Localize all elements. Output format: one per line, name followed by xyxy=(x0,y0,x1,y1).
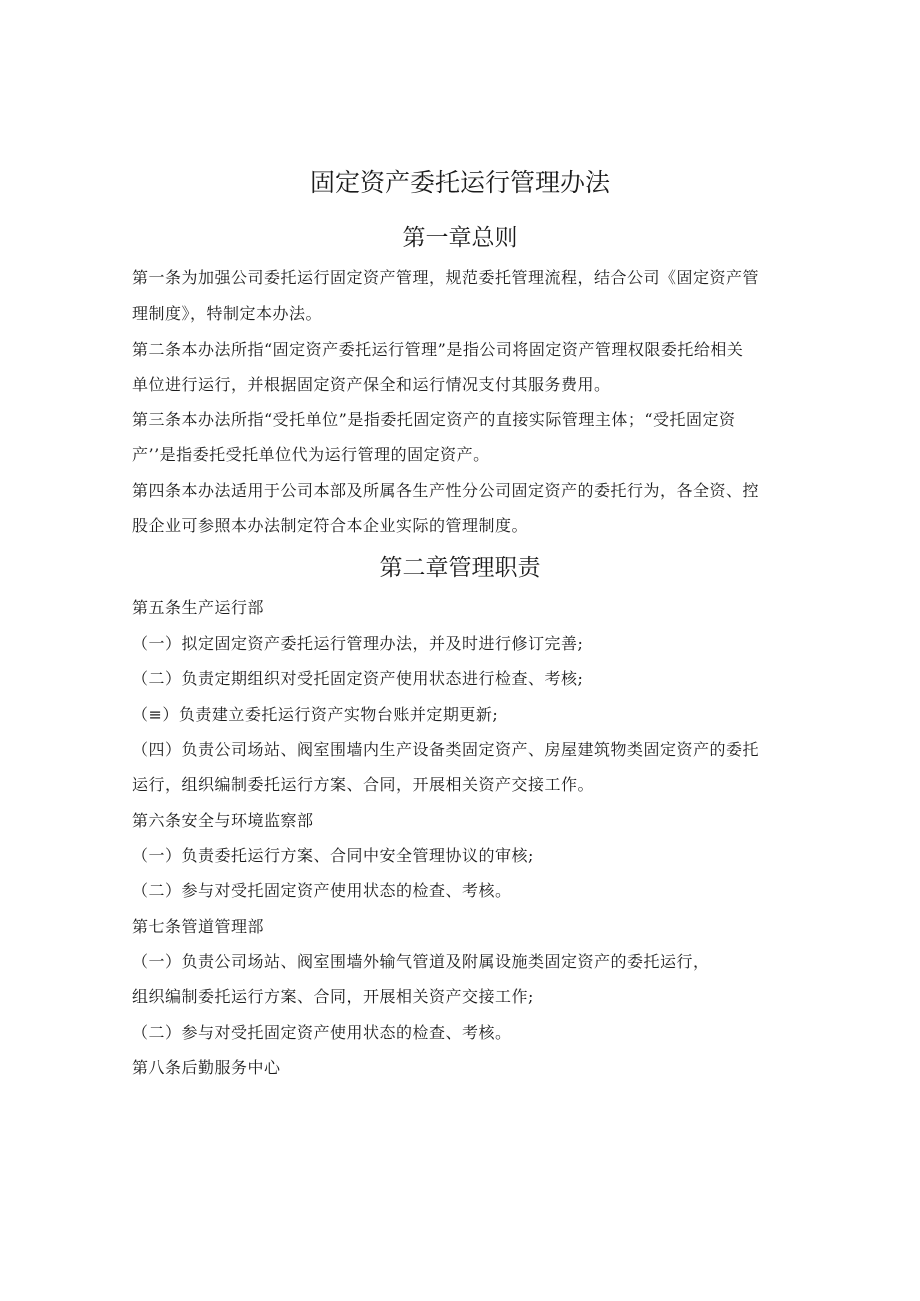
paragraph-line: 第一条为加强公司委托运行固定资产管理，规范委托管理流程，结合公司《固定资产管 xyxy=(132,268,760,287)
article-heading: 第八条后勤服务中心 xyxy=(132,1058,281,1077)
list-item: （一）拟定固定资产委托运行管理办法，并及时进行修订完善; xyxy=(132,634,584,653)
paragraph-line: 第四条本办法适用于公司本部及所属各生产性分公司固定资产的委托行为，各全资、控 xyxy=(132,481,760,500)
chapter-1-title: 第一章总则 xyxy=(402,225,518,251)
list-item: （二）负责定期组织对受托固定资产使用状态进行检查、考核; xyxy=(132,669,584,688)
article-heading: 第五条生产运行部 xyxy=(132,598,265,617)
list-item: （≡）负责建立委托运行资产实物台账并定期更新; xyxy=(132,705,499,724)
paragraph-line: 股企业可参照本办法制定符合本企业实际的管理制度。 xyxy=(132,516,529,535)
list-item: （二）参与对受托固定资产使用状态的检查、考核。 xyxy=(132,881,512,900)
paragraph-line: 理制度》，特制定本办法。 xyxy=(132,304,323,323)
paragraph-line: 第三条本办法所指“受托单位”是指委托固定资产的直接实际管理主体；“受托固定资 xyxy=(132,410,736,429)
article-heading: 第七条管道管理部 xyxy=(132,917,265,936)
list-item: （一）负责公司场站、阀室围墙外输气管道及附属设施类固定资产的委托运行， xyxy=(132,952,710,971)
list-item: 运行，组织编制委托运行方案、合同，开展相关资产交接工作。 xyxy=(132,775,595,794)
list-item: （二）参与对受托固定资产使用状态的检查、考核。 xyxy=(132,1023,512,1042)
chapter-2-title: 第二章管理职责 xyxy=(379,555,541,581)
document-title: 固定资产委托运行管理办法 xyxy=(309,168,610,197)
list-item: （四）负责公司场站、阀室围墙内生产设备类固定资产、房屋建筑物类固定资产的委托 xyxy=(132,740,760,759)
article-heading: 第六条安全与环境监察部 xyxy=(132,811,314,830)
paragraph-line: 产’’是指委托受托单位代为运行管理的固定资产。 xyxy=(132,445,490,464)
list-item: 组织编制委托运行方案、合同，开展相关资产交接工作; xyxy=(132,987,534,1006)
paragraph-line: 单位进行运行，并根据固定资产保全和运行情况支付其服务费用。 xyxy=(132,375,611,394)
list-item: （一）负责委托运行方案、合同中安全管理协议的审核; xyxy=(132,846,534,865)
paragraph-line: 第二条本办法所指“固定资产委托运行管理”是指公司将固定资产管理权限委托给相关 xyxy=(132,340,744,359)
